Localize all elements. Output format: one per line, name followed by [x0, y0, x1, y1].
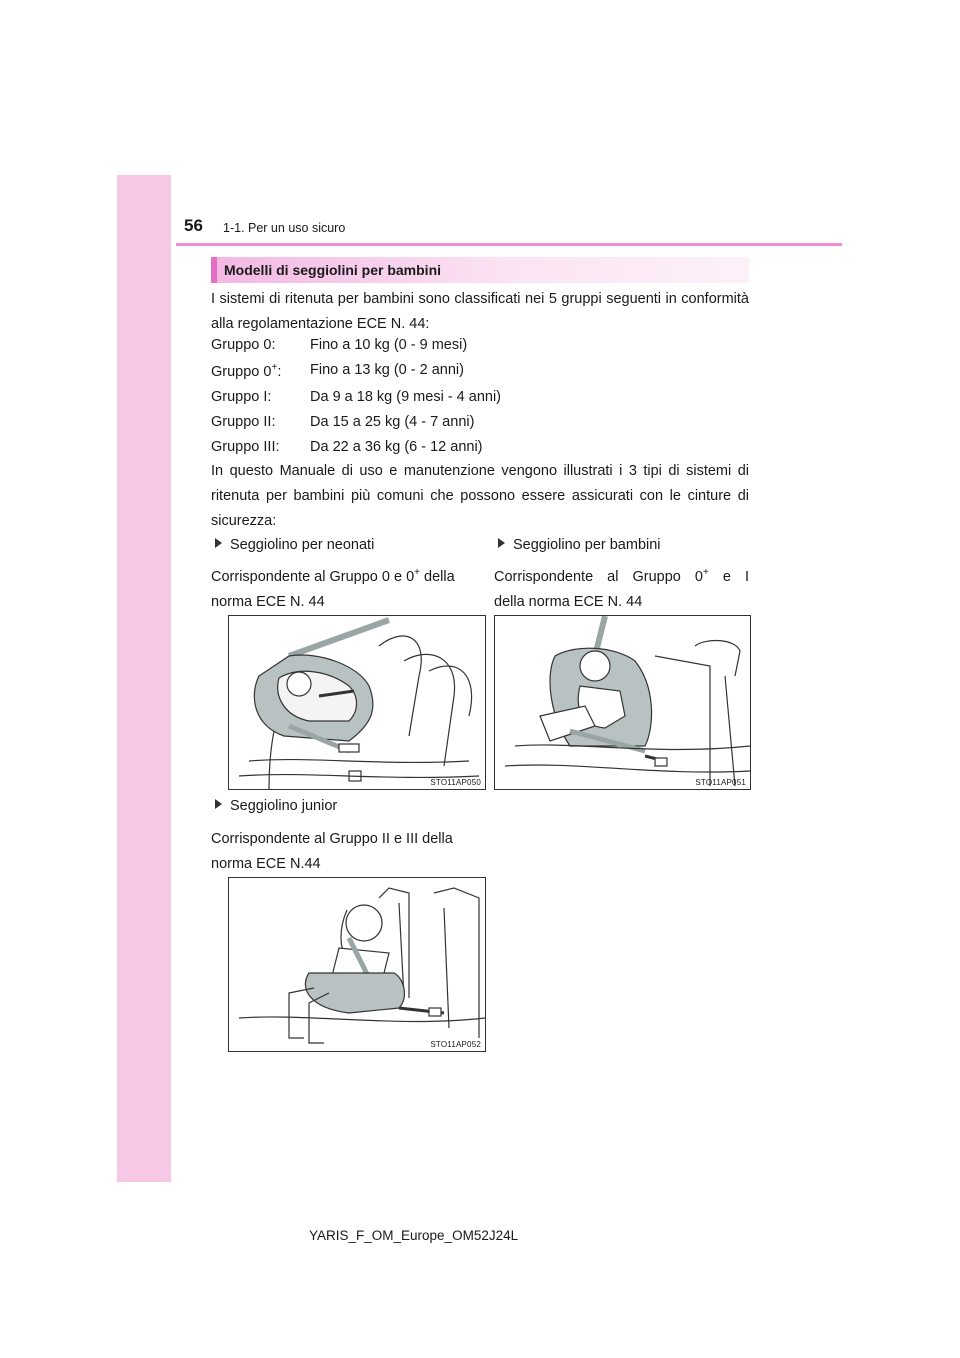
header-rule	[176, 243, 842, 246]
page-number: 56	[184, 216, 203, 235]
junior-seat-illustration	[228, 877, 486, 1052]
child-seat-illustration	[494, 615, 751, 790]
section-title: 1-1. Per un uso sicuro	[223, 221, 346, 235]
figure-code: STO11AP052	[430, 1040, 481, 1049]
group-value: Fino a 13 kg (0 - 2 anni)	[310, 362, 464, 378]
junior-seat-description: Corrispondente al Gruppo II e III della norma ECE N.44	[211, 830, 453, 872]
figure-code: STO11AP051	[695, 778, 746, 787]
group-value: Da 22 a 36 kg (6 - 12 anni)	[310, 439, 483, 455]
bullet-child-seat: Seggiolino per bambini	[498, 537, 661, 553]
infant-seat-description: Corrispondente al Gruppo 0 e 0+ della norma ECE N. 44	[211, 567, 455, 610]
triangle-bullet-icon	[215, 538, 222, 548]
child-seat-description: Corrispondente al Gruppo 0+ e I della norma ECE N. 44	[494, 567, 749, 610]
bullet-infant-seat: Seggiolino per neonati	[215, 537, 374, 553]
group-label: Gruppo 0:	[211, 337, 276, 353]
group-value: Fino a 10 kg (0 - 9 mesi)	[310, 337, 468, 353]
triangle-bullet-icon	[498, 538, 505, 548]
group-value: Da 9 a 18 kg (9 mesi - 4 anni)	[310, 389, 502, 405]
group-label: Gruppo 0+:	[211, 362, 282, 380]
triangle-bullet-icon	[215, 799, 222, 809]
group-label: Gruppo II:	[211, 414, 276, 430]
group-label: Gruppo I:	[211, 389, 272, 405]
figure-code: STO11AP050	[430, 778, 481, 787]
infant-seat-illustration	[228, 615, 486, 790]
bullet-junior-seat: Seggiolino junior	[215, 798, 337, 814]
intro-paragraph: I sistemi di ritenuta per bambini sono classificati nei 5 gruppi seguenti in conformità alla regolamentazione ECE N. 44:	[211, 291, 749, 332]
group-value: Da 15 a 25 kg (4 - 7 anni)	[310, 414, 475, 430]
section-heading: Modelli di seggiolini per bambini	[224, 262, 442, 278]
side-tab	[117, 175, 171, 1182]
footer-document-id: YARIS_F_OM_Europe_OM52J24L	[309, 1228, 519, 1243]
group-label: Gruppo III:	[211, 439, 280, 455]
summary-paragraph: In questo Manuale di uso e manutenzione vengono illustrati i 3 tipi di sistemi di ritenuta per bambini più comuni che possono essere assicurati con le cinture di sicurezza:	[211, 463, 749, 529]
